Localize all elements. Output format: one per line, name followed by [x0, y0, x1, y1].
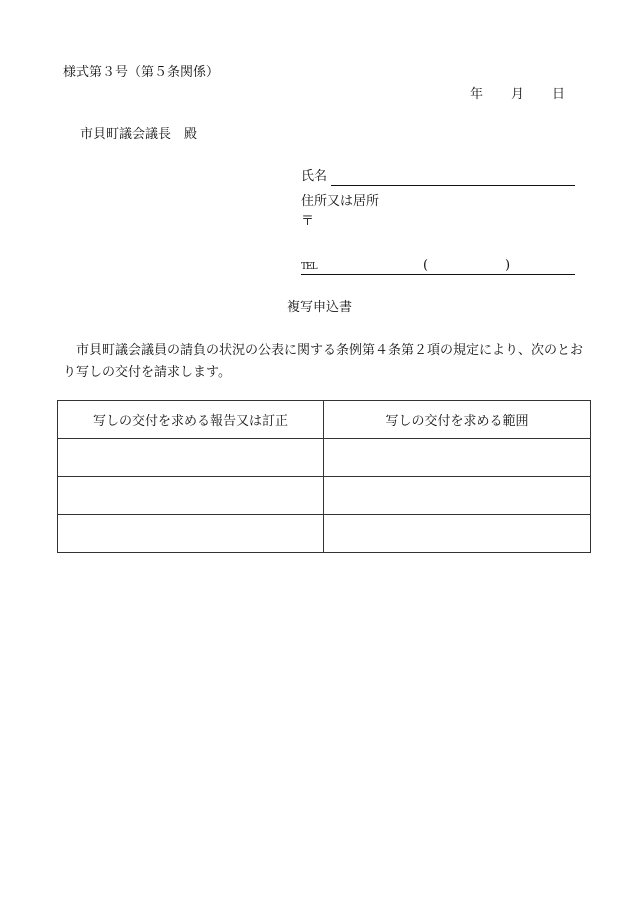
date-day: 日	[552, 87, 566, 102]
postal-row	[301, 215, 575, 228]
table-cell[interactable]	[324, 515, 591, 553]
header-report-or-correction: 写しの交付を求める報告又は訂正	[58, 401, 324, 439]
tel-field-line	[301, 274, 575, 275]
table-cell[interactable]	[58, 515, 324, 553]
name-label: 氏名	[301, 169, 328, 184]
name-field-line	[331, 185, 575, 186]
tel-paren-close: )	[505, 258, 511, 273]
tel-paren-open: (	[423, 258, 429, 273]
table-row	[58, 439, 591, 477]
name-row	[301, 170, 575, 183]
address-label: 住所又は居所	[301, 194, 380, 209]
table-header-row	[58, 401, 591, 439]
table-cell[interactable]	[58, 439, 324, 477]
request-table	[57, 400, 591, 553]
date-year: 年	[470, 87, 484, 102]
header-copy-range: 写しの交付を求める範囲	[324, 401, 591, 439]
document-title: 複写申込書	[287, 300, 353, 315]
address-row	[301, 195, 575, 208]
table-cell[interactable]	[58, 477, 324, 515]
body-text: 市貝町議会議員の請負の状況の公表に関する条例第４条第２項の規定により、次のとおり写しの交付を請求します。	[63, 343, 584, 380]
date-month: 月	[511, 87, 525, 102]
tel-row	[301, 259, 575, 272]
date-line	[470, 88, 565, 101]
table-row	[58, 515, 591, 553]
form-number: 様式第３号（第５条関係）	[63, 65, 220, 80]
table-cell[interactable]	[324, 477, 591, 515]
addressee: 市貝町議会議長 殿	[80, 127, 198, 142]
tel-label: TEL	[301, 262, 317, 272]
postal-mark: 〒	[301, 214, 315, 229]
table-cell[interactable]	[324, 439, 591, 477]
table-row	[58, 477, 591, 515]
